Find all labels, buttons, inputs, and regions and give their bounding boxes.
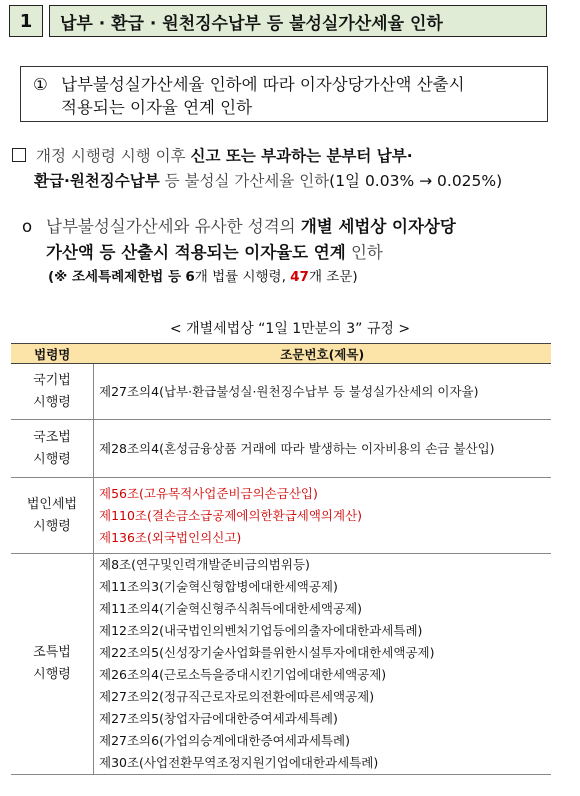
table-header-row [11, 344, 551, 364]
table-caption: < 개별세법상 “1일 1만분의 3” 규정 > [169, 321, 411, 337]
article-entry: 제27조의5(창업자금에대한증여세과세특례) [99, 711, 338, 726]
law-name-cell [11, 478, 94, 554]
header-law-name: 법령명 [11, 344, 94, 364]
law-name-line: 법인세법 [26, 496, 78, 512]
article-cell [94, 554, 552, 775]
law-name-line: 국조법 [33, 429, 71, 445]
article-entry: 제27조의4(납부·환급불성실·원천징수납부 등 불성실가산세의 이자율) [99, 383, 479, 399]
article-entry: 제22조의5(신성장기술사업화를위한시설투자에대한세액공제) [99, 645, 435, 660]
circle-bullet-icon: ο [22, 217, 33, 236]
note-line [22, 266, 562, 288]
bullet1-text-d: 등 불성실 가산세율 인하 [164, 172, 330, 190]
article-entry: 제27조의6(가업의승계에대한증여세과세특례) [99, 733, 350, 748]
section-header [9, 5, 547, 39]
article-entry: 제27조의2(정규직근로자로의전환에따른세액공제) [99, 689, 375, 704]
law-name-line: 시행령 [33, 667, 71, 682]
table-row [11, 364, 551, 420]
section-number: 1 [9, 5, 43, 37]
law-name-cell [11, 364, 94, 420]
article-entry: 제8조(연구및인력개발준비금의범위등) [99, 557, 310, 572]
article-entry: 제136조(외국법인의신고) [99, 529, 242, 545]
table-row [11, 420, 551, 478]
law-name-cell [11, 554, 94, 775]
note-count-laws: 6 [185, 269, 195, 285]
subheading-line1: 납부불성실가산세율 인하에 따라 이자상당가산액 산출시 [61, 75, 465, 94]
subheading-line2: 적용되는 이자율 연계 인하 [61, 98, 253, 117]
article-entry: 제56조(고유목적사업준비금의손금산입) [99, 485, 318, 501]
law-name-cell [11, 420, 94, 478]
note-text-c: 개 법률 시행령, [194, 269, 286, 285]
law-name-line: 국기법 [33, 372, 71, 388]
bullet-paragraph-2 [22, 214, 562, 288]
article-entry: 제30조(사업전환무역조정지원기업에대한과세특례) [99, 755, 379, 770]
article-entry: 제26조의4(근로소득을증대시킨기업에대한세액공제) [99, 667, 387, 682]
subheading-box [20, 66, 548, 122]
table-row [11, 554, 551, 775]
bullet2-text-d: 인하 [350, 243, 383, 262]
law-name-line: 조특법 [33, 645, 71, 660]
article-cell [94, 478, 552, 554]
bullet1-text-c: 환급·원천징수납부 [34, 172, 160, 190]
subheading-marker: ① [33, 75, 48, 94]
header-article-number: 조문번호(제목) [94, 344, 552, 364]
bullet1-text-b: 신고 또는 부과하는 분부터 납부· [190, 147, 413, 165]
article-entry: 제11조의3(기술혁신형합병에대한세액공제) [99, 579, 338, 594]
section-title: 납부 · 환급 · 원천징수납부 등 불성실가산세율 인하 [49, 5, 547, 37]
note-text-e: 개 조문) [308, 269, 358, 285]
article-entry: 제28조의4(혼성금융상품 거래에 따라 발생하는 이자비용의 손금 불산입) [99, 440, 495, 456]
article-cell [94, 420, 552, 478]
article-cell [94, 364, 552, 420]
bullet2-text-c: 가산액 등 산출시 적용되는 이자율도 연계 [46, 243, 346, 262]
article-entry: 제12조의2(내국법인의벤처기업등에의출자에대한과세특례) [99, 623, 423, 638]
law-name-line: 시행령 [33, 451, 71, 467]
bullet1-text-e: (1일 0.03% → 0.025%) [329, 172, 503, 190]
article-entry: 제11조의4(기술혁신형주식취득에대한세액공제) [99, 601, 363, 616]
bullet2-text-a: 납부불성실가산세와 유사한 성격의 [46, 217, 296, 236]
law-name-line: 시행령 [33, 518, 71, 534]
article-entry: 제110조(결손금소급공제에의한환급세액의계산) [99, 507, 363, 523]
regulation-table [11, 343, 551, 775]
table-row [11, 478, 551, 554]
checkbox-bullet-icon [12, 148, 26, 162]
bullet2-text-b: 개별 세법상 이자상당 [300, 217, 456, 236]
note-text-a: (※ 조세특례제한법 등 [48, 269, 182, 285]
bullet1-text-a: 개정 시행령 시행 이후 [36, 147, 186, 165]
law-name-line: 시행령 [33, 394, 71, 410]
bullet-paragraph-1 [12, 144, 562, 194]
note-count-articles: 47 [290, 269, 309, 285]
